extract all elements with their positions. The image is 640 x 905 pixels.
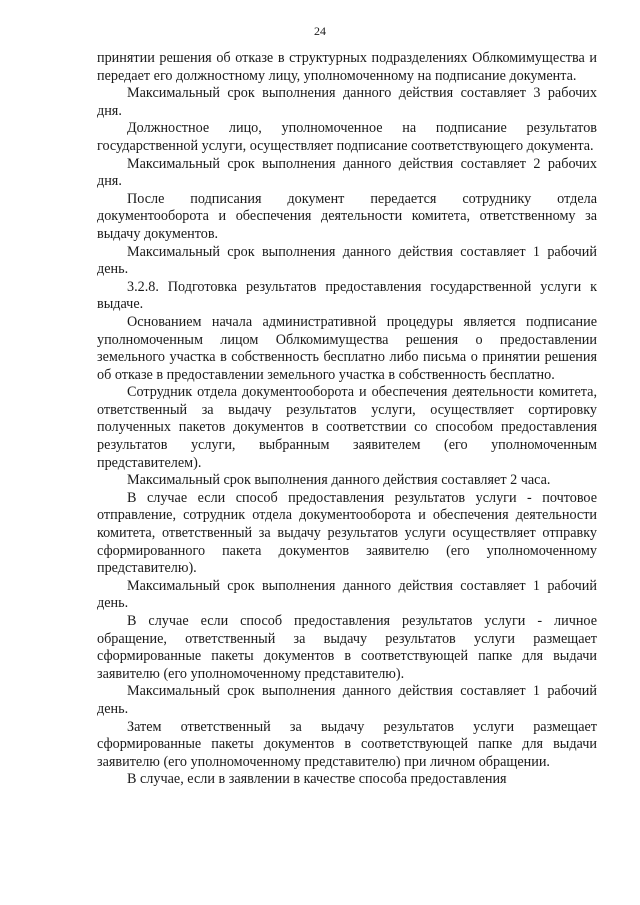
paragraph-truncated: В случае, если в заявлении в качестве способа предоставления: [127, 771, 507, 788]
paragraph-deadline: Максимальный срок выполнения данного действия составляет 1 рабочий день.: [97, 683, 597, 717]
paragraph-deadline: Максимальный срок выполнения данного действия составляет 2 рабочих дня.: [97, 155, 597, 190]
paragraph-continued: принятии решения об отказе в структурных подразделениях Облкомимущества и передает его должностному лицу, уполномоченному на подписание документа.: [97, 50, 597, 84]
page-number: 24: [314, 24, 326, 38]
paragraph: После подписания документ передается сотруднику отдела документооборота и обеспечения деятельности комитета, ответственному за выдачу документов.: [97, 190, 597, 242]
paragraph-deadline: Максимальный срок выполнения данного действия составляет 3 рабочих дня.: [97, 85, 597, 119]
paragraph: В случае если способ предоставления результатов услуги - личное обращение, ответственный за выдачу результатов услуги размещает сформированные пакеты документов в соответствующей папке для выдачи заявителю (его уполномоченному представителю).: [97, 613, 597, 682]
paragraph: В случае если способ предоставления результатов услуги - почтовое отправление, сотрудник отдела документооборота и обеспечения деятельности комитета, ответственный за выдачу результатов услуги осуществляет отправку сформированного пакета документов заявителю (его уполномоченному представителю).: [97, 489, 597, 577]
paragraph: Должностное лицо, уполномоченное на подписание результатов государственной услуги, осуществляет подписание соответствующего документа.: [97, 120, 597, 154]
paragraph-deadline: Максимальный срок выполнения данного действия составляет 1 рабочий день.: [97, 243, 597, 278]
paragraph: Затем ответственный за выдачу результатов услуги размещает сформированные пакеты документов в соответствующей папке для выдачи заявителю (его уполномоченному представителю) при личном обращении.: [97, 718, 597, 770]
section-heading: 3.2.8. Подготовка результатов предоставления государственной услуги к выдаче.: [97, 278, 597, 313]
document-body: [97, 50, 597, 789]
paragraph: Сотрудник отдела документооборота и обеспечения деятельности комитета, ответственный за выдачу результатов услуги, осуществляет сортировку полученных пакетов документов в соответствии со способом предоставления результатов услуги, выбранным заявителем (его уполномоченным представителем).: [97, 384, 597, 471]
paragraph: Основанием начала административной процедуры является подписание уполномоченным лицом Облкомимущества решения о предоставлении земельного участка в собственность бесплатно либо письма о принятии решения об отказе в предоставлении земельного участка в собственность бесплатно.: [97, 313, 597, 383]
paragraph-deadline: Максимальный срок выполнения данного действия составляет 2 часа.: [127, 472, 551, 489]
paragraph-deadline: Максимальный срок выполнения данного действия составляет 1 рабочий день.: [97, 577, 597, 612]
